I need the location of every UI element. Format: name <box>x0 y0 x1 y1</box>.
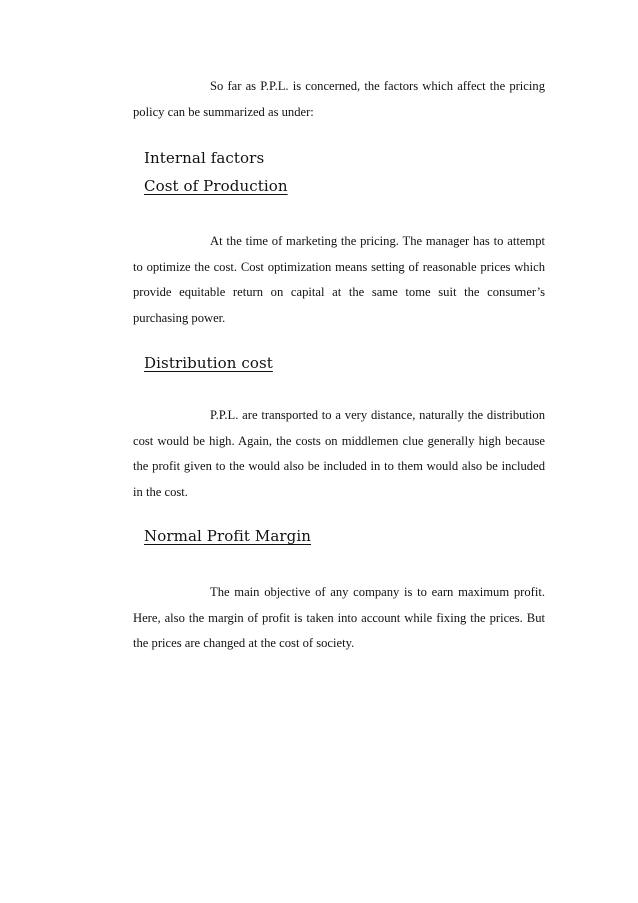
intro-paragraph: So far as P.P.L. is concerned, the factors which affect the pricing policy can be summarized as under: <box>133 79 545 119</box>
heading-normal-profit-margin: Normal Profit Margin <box>144 527 312 545</box>
heading-distribution-cost: Distribution cost <box>144 354 273 372</box>
paragraph-cost-of-production: At the time of marketing the pricing. The manager has to attempt to optimize the cost. Cost optimization means setting of reasonable prices which provide equitable return on capital at the same tome suit the consumer’s purchasing power. <box>133 234 545 325</box>
heading-internal-factors: Internal factors <box>144 149 265 167</box>
heading-cost-of-production: Cost of Production <box>144 177 288 195</box>
paragraph-distribution-cost: P.P.L. are transported to a very distance, naturally the distribution cost would be high. Again, the costs on middlemen clue generally high because the profit given to the would also be included in to them would also be included in the cost. <box>133 408 545 499</box>
paragraph-normal-profit-margin: The main objective of any company is to earn maximum profit. Here, also the margin of profit is taken into account while fixing the prices. But the prices are changed at the cost of society. <box>133 585 545 650</box>
